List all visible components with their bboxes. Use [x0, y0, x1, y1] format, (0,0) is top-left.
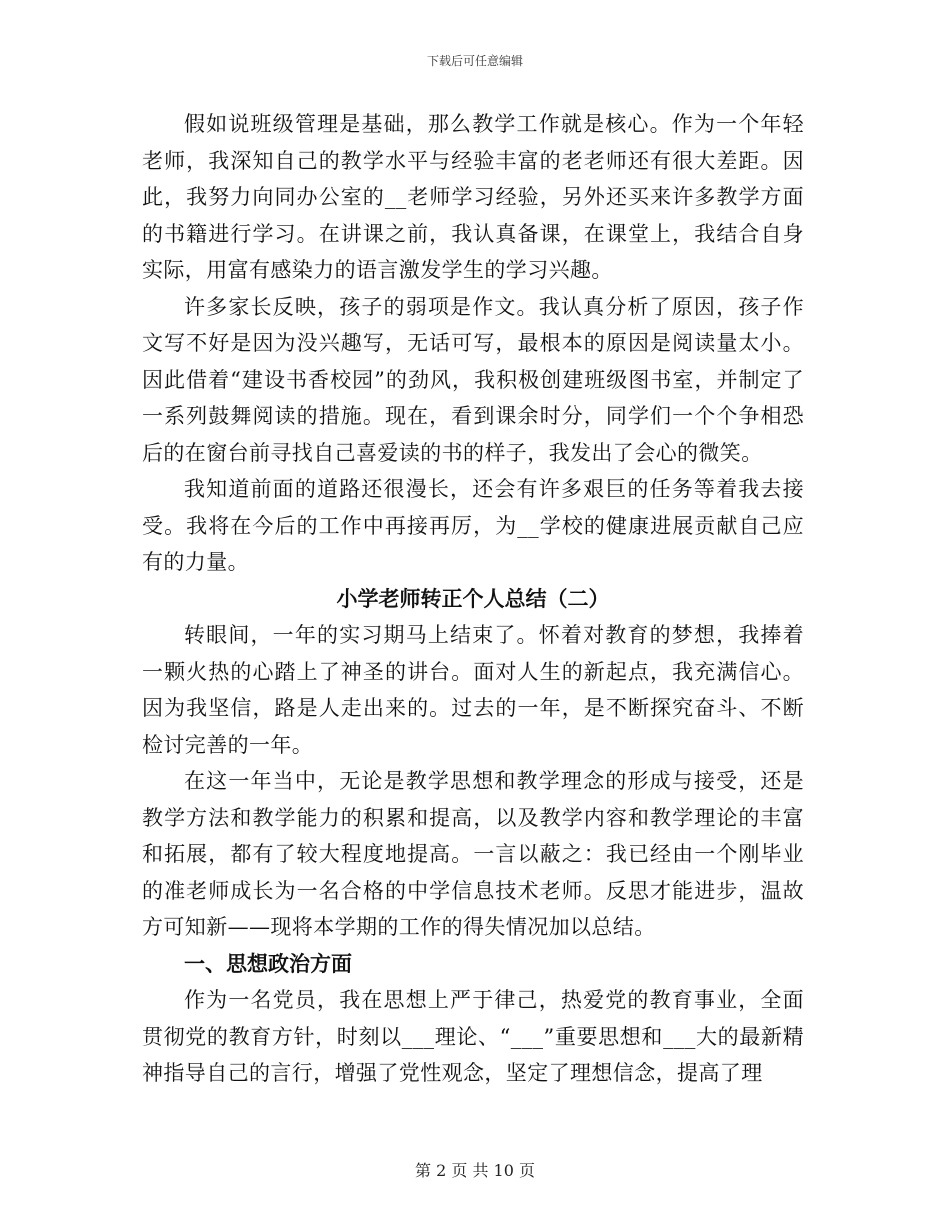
paragraph-internship-intro: 转眼间，一年的实习期马上结束了。怀着对教育的梦想，我捧着一颗火热的心踏上了神圣的讲台。面对人生的新起点，我充满信心。因为我坚信，路是人走出来的。过去的一年，是不断探究奋斗、不断检讨完善的一年。: [142, 623, 804, 757]
page-footer: 第 2 页 共 10 页: [415, 1161, 535, 1180]
paragraph-year-review: 在这一年当中，无论是教学思想和教学理念的形成与接受，还是教学方法和教学能力的积累和提高，以及教学内容和教学理论的丰富和拓展，都有了较大程度地提高。一言以蔽之：我已经由一个刚毕业的准老师成长为一名合格的中学信息技术老师。反思才能进步，温故方可知新——现将本学期的工作的得失情况加以总结。: [142, 769, 804, 939]
paragraph-reading-program: 许多家长反映，孩子的弱项是作文。我认真分析了原因，孩子作文写不好是因为没兴趣写，无话可写，最根本的原因是阅读量太小。因此借着“建设书香校园”的劲风，我积极创建班级图书室，并制定了一系列鼓舞阅读的措施。现在，看到课余时分，同学们一个个争相恐后的在窗台前寻找自己喜爱读的书的样子，我发出了会心的微笑。: [142, 294, 804, 465]
document-body: [142, 106, 804, 1092]
paragraph-future-outlook: 我知道前面的道路还很漫长，还会有许多艰巨的任务等着我去接受。我将在今后的工作中再接再厉，为__学校的健康进展贡献自己应有的力量。: [142, 477, 804, 574]
subsection-heading: 一、思想政治方面: [184, 950, 352, 976]
paragraph-political-thought: 作为一名党员，我在思想上严于律己，热爱党的教育事业，全面贯彻党的教育方针，时刻以___理论、“___”重要思想和___大的最新精神指导自己的言行，增强了党性观念，坚定了理想信念，提高了理: [142, 988, 804, 1085]
paragraph-teaching-core: 假如说班级管理是基础，那么教学工作就是核心。作为一个年轻老师，我深知自己的教学水平与经验丰富的老老师还有很大差距。因此，我努力向同办公室的__老师学习经验，另外还买来许多教学方面的书籍进行学习。在讲课之前，我认真备课，在课堂上，我结合自身实际，用富有感染力的语言激发学生的学习兴趣。: [142, 112, 804, 282]
section-title: 小学老师转正个人总结（二）: [336, 585, 610, 611]
page-header: 下载后可任意编辑: [426, 54, 523, 68]
